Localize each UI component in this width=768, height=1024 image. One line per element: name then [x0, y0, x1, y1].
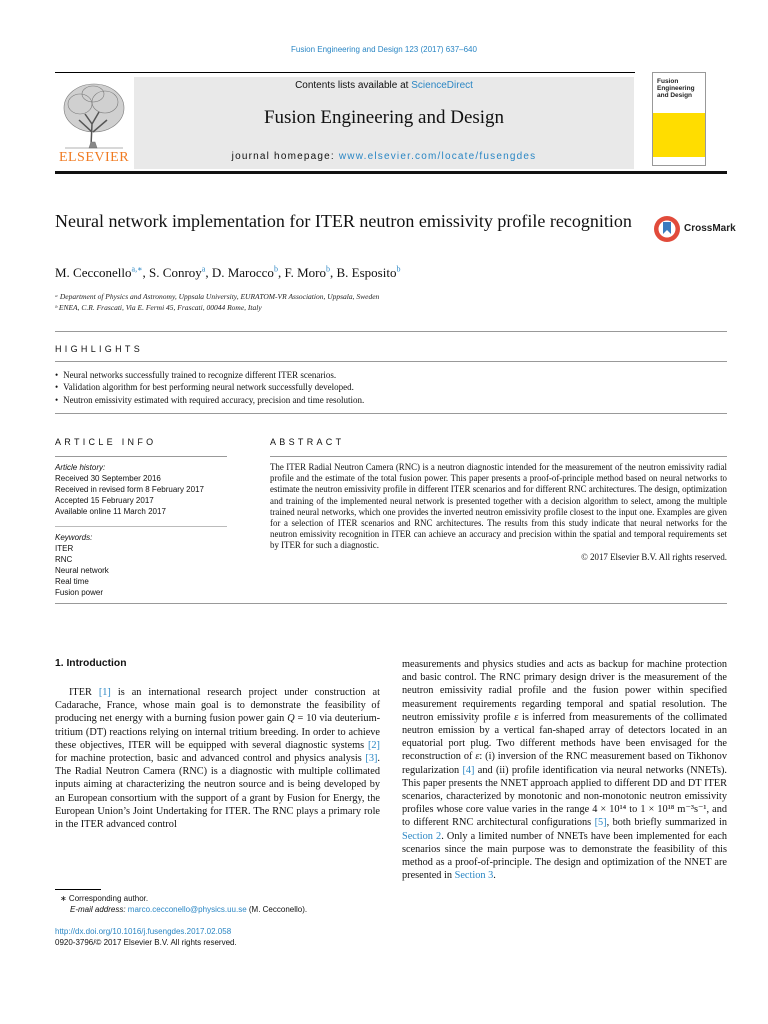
homepage-prefix: journal homepage: [231, 151, 339, 162]
section-link[interactable]: Section 2 [402, 830, 442, 842]
issn-line: 0920-3796/© 2017 Elsevier B.V. All rights reserved. [55, 938, 237, 947]
affiliation-a: ᵃ Department of Physics and Astronomy, Uppsala University, EURATOM-VR Association, Uppsala, Sweden [55, 292, 380, 301]
cover-title: Fusion Engineering and Design [657, 78, 695, 99]
highlights-heading: HIGHLIGHTS [55, 344, 144, 354]
divider [55, 456, 227, 457]
crossmark-label[interactable]: CrossMark [684, 223, 736, 234]
history-item: Accepted 15 February 2017 [55, 496, 154, 505]
abstract-heading: ABSTRACT [270, 437, 345, 447]
copyright: © 2017 Elsevier B.V. All rights reserved. [581, 551, 727, 562]
elsevier-wordmark: ELSEVIER [58, 150, 130, 165]
ref-link[interactable]: [1] [98, 687, 111, 698]
author[interactable]: D. Marocco$^b$, [211, 265, 285, 281]
ref-link[interactable]: [2] [367, 739, 380, 751]
homepage-line [134, 151, 634, 162]
section-link[interactable]: Section 3 [454, 870, 494, 882]
history-item: Received 30 September 2016 [55, 474, 161, 483]
journal-cover[interactable] [652, 72, 706, 166]
journal-citation[interactable]: Fusion Engineering and Design 123 (2017) 637–640 [291, 45, 477, 54]
article-info-heading: ARTICLE INFO [55, 437, 157, 447]
keyword: ITER [55, 544, 74, 553]
divider [55, 331, 727, 332]
email-link[interactable]: marco.cecconello@physics.uu.se [127, 905, 247, 914]
keyword: RNC [55, 555, 73, 564]
homepage-link[interactable]: www.elsevier.com/locate/fusengdes [338, 151, 537, 162]
author[interactable]: M. Cecconello$^{a,∗}$, [55, 265, 150, 281]
keyword: Real time [55, 577, 89, 586]
ref-link[interactable]: [3] [365, 753, 378, 765]
cover-yellow-panel [653, 113, 705, 157]
highlight-item: • Neural networks successfully trained to recognize different ITER scenarios. [55, 370, 336, 380]
footnote-corresponding: ∗ Corresponding author. [60, 894, 149, 903]
abstract-text: The ITER Radial Neutron Camera (RNC) is a neutron diagnostic intended for the measurement of the neutron emissivity radial profile and the estimate of the total fusion power. This paper presents a proof-of-principle method based on neural networks to estimate the neutron emissivity profile in different ITER scenarios and for different RNC architectures. The design, optimization and training of the implemented neural network is presented together with a decision algorithm to select, among the multiple trained neural networks, which one provides the inverted neutron emissivity profile closest to the input one. Examples are given for a selection of ITER scenarios and RNC architectures. The results from this study indicate that neural networks for the neutron emissivity recognition in ITER can achieve an accuracy and precision within the spatial and temporal requirements set by ITER for such a diagnostic. © 2017 Elsevier B.V. All rights reserved. [270, 462, 727, 562]
contents-line [134, 80, 634, 91]
body-right-column: measurements and physics studies and acts as backup for machine protection and basic control. The RNC primary design driver is the measurement of the neutron emissivity radial profile and the fusion power within specified measurement requirements regarding temporal and spatial resolution. The neutron emissivity profile ε is inferred from measurements of the collimated neutron emission by a vertical fan-shaped array of detectors located in an equatorial port plug. Two different methods have been envisaged for the reconstruction of ε: (i) inversion of the RNC measurement based on Tikhonov regularization [4] and (ii) profile identification via neural networks (NNETs). This paper presents the NNET approach applied to different DD and DT ITER scenarios, characterized by monotonic and non-monotonic neutron emissivity profiles whose core value varies in the range 4 × 10¹⁴ to 1 × 10¹⁸ m⁻³s⁻¹, and to different RNC architectural configurations [5], both briefly summarized in Section 2. Only a limited number of NNETs have been implemented for each scenarios since the main purpose was to demonstrate the feasibility of this method as a proof-of-principle. The design and optimization of the NNET are presented in Section 3. [402, 659, 727, 882]
body-left-column: ITER [1] is an international research project under construction at Cadarache, France, whose main goal is to demonstrate the feasibility of producing net energy with a burning fusion power gain Q = 10 via deuterium-tritium (DT) reactions relying on internal tritium breeding. In order to achieve these objectives, ITER will be equipped with several diagnostic systems [2] for machine protection, basic and advanced control and physics analysis [3]. The Radial Neutron Camera (RNC) is a diagnostic with multiple collimated inputs aiming at characterizing the neutron source and is being developed by an European consortium with the support of a grant by Fusion for Energy, the European Union’s Joint Undertaking for ITER. The RNC plays a primary role in the ITER advanced control [55, 687, 381, 831]
divider [55, 413, 727, 414]
author[interactable]: B. Esposito$^b$ [336, 265, 401, 281]
header-rule-bottom [55, 171, 727, 174]
history-label: Article history: [55, 463, 106, 472]
header-rule-top [55, 72, 635, 73]
article-history [55, 462, 227, 517]
affiliation-b: ᵇ ENEA, C.R. Frascati, Via E. Fermi 45, Frascati, 00044 Rome, Italy [55, 303, 262, 312]
keywords [55, 532, 227, 598]
footnote-rule [55, 889, 101, 890]
sciencedirect-link[interactable]: ScienceDirect [411, 80, 473, 91]
author[interactable]: F. Moro$^b$, [284, 265, 337, 281]
keywords-label: Keywords: [55, 533, 93, 542]
keyword: Neural network [55, 566, 109, 575]
ref-link[interactable]: [4] [462, 764, 475, 776]
article-title: Neural network implementation for ITER neutron emissivity profile recognition [55, 211, 632, 231]
journal-banner [134, 77, 634, 169]
history-item: Received in revised form 8 February 2017 [55, 485, 204, 494]
author-list [55, 265, 400, 281]
doi-link[interactable]: http://dx.doi.org/10.1016/j.fusengdes.2017.02.058 [55, 927, 232, 936]
highlight-item: • Neutron emissivity estimated with required accuracy, precision and time resolution. [55, 395, 364, 405]
journal-title[interactable]: Fusion Engineering and Design [263, 107, 505, 128]
contents-prefix: Contents lists available at [295, 80, 412, 91]
divider [270, 456, 727, 457]
footnote-email: E-mail address: marco.cecconello@physics.uu.se (M. Cecconello). [70, 905, 308, 914]
history-item: Available online 11 March 2017 [55, 507, 166, 516]
divider [55, 361, 727, 362]
keyword: Fusion power [55, 588, 104, 597]
divider [55, 526, 227, 527]
ref-link[interactable]: [5] [594, 817, 607, 829]
section-heading-introduction: 1. Introduction [55, 658, 127, 669]
author[interactable]: S. Conroy$^a$, [149, 265, 212, 281]
divider [55, 603, 727, 604]
highlight-item: • Validation algorithm for best performing neural network successfully developed. [55, 382, 354, 392]
